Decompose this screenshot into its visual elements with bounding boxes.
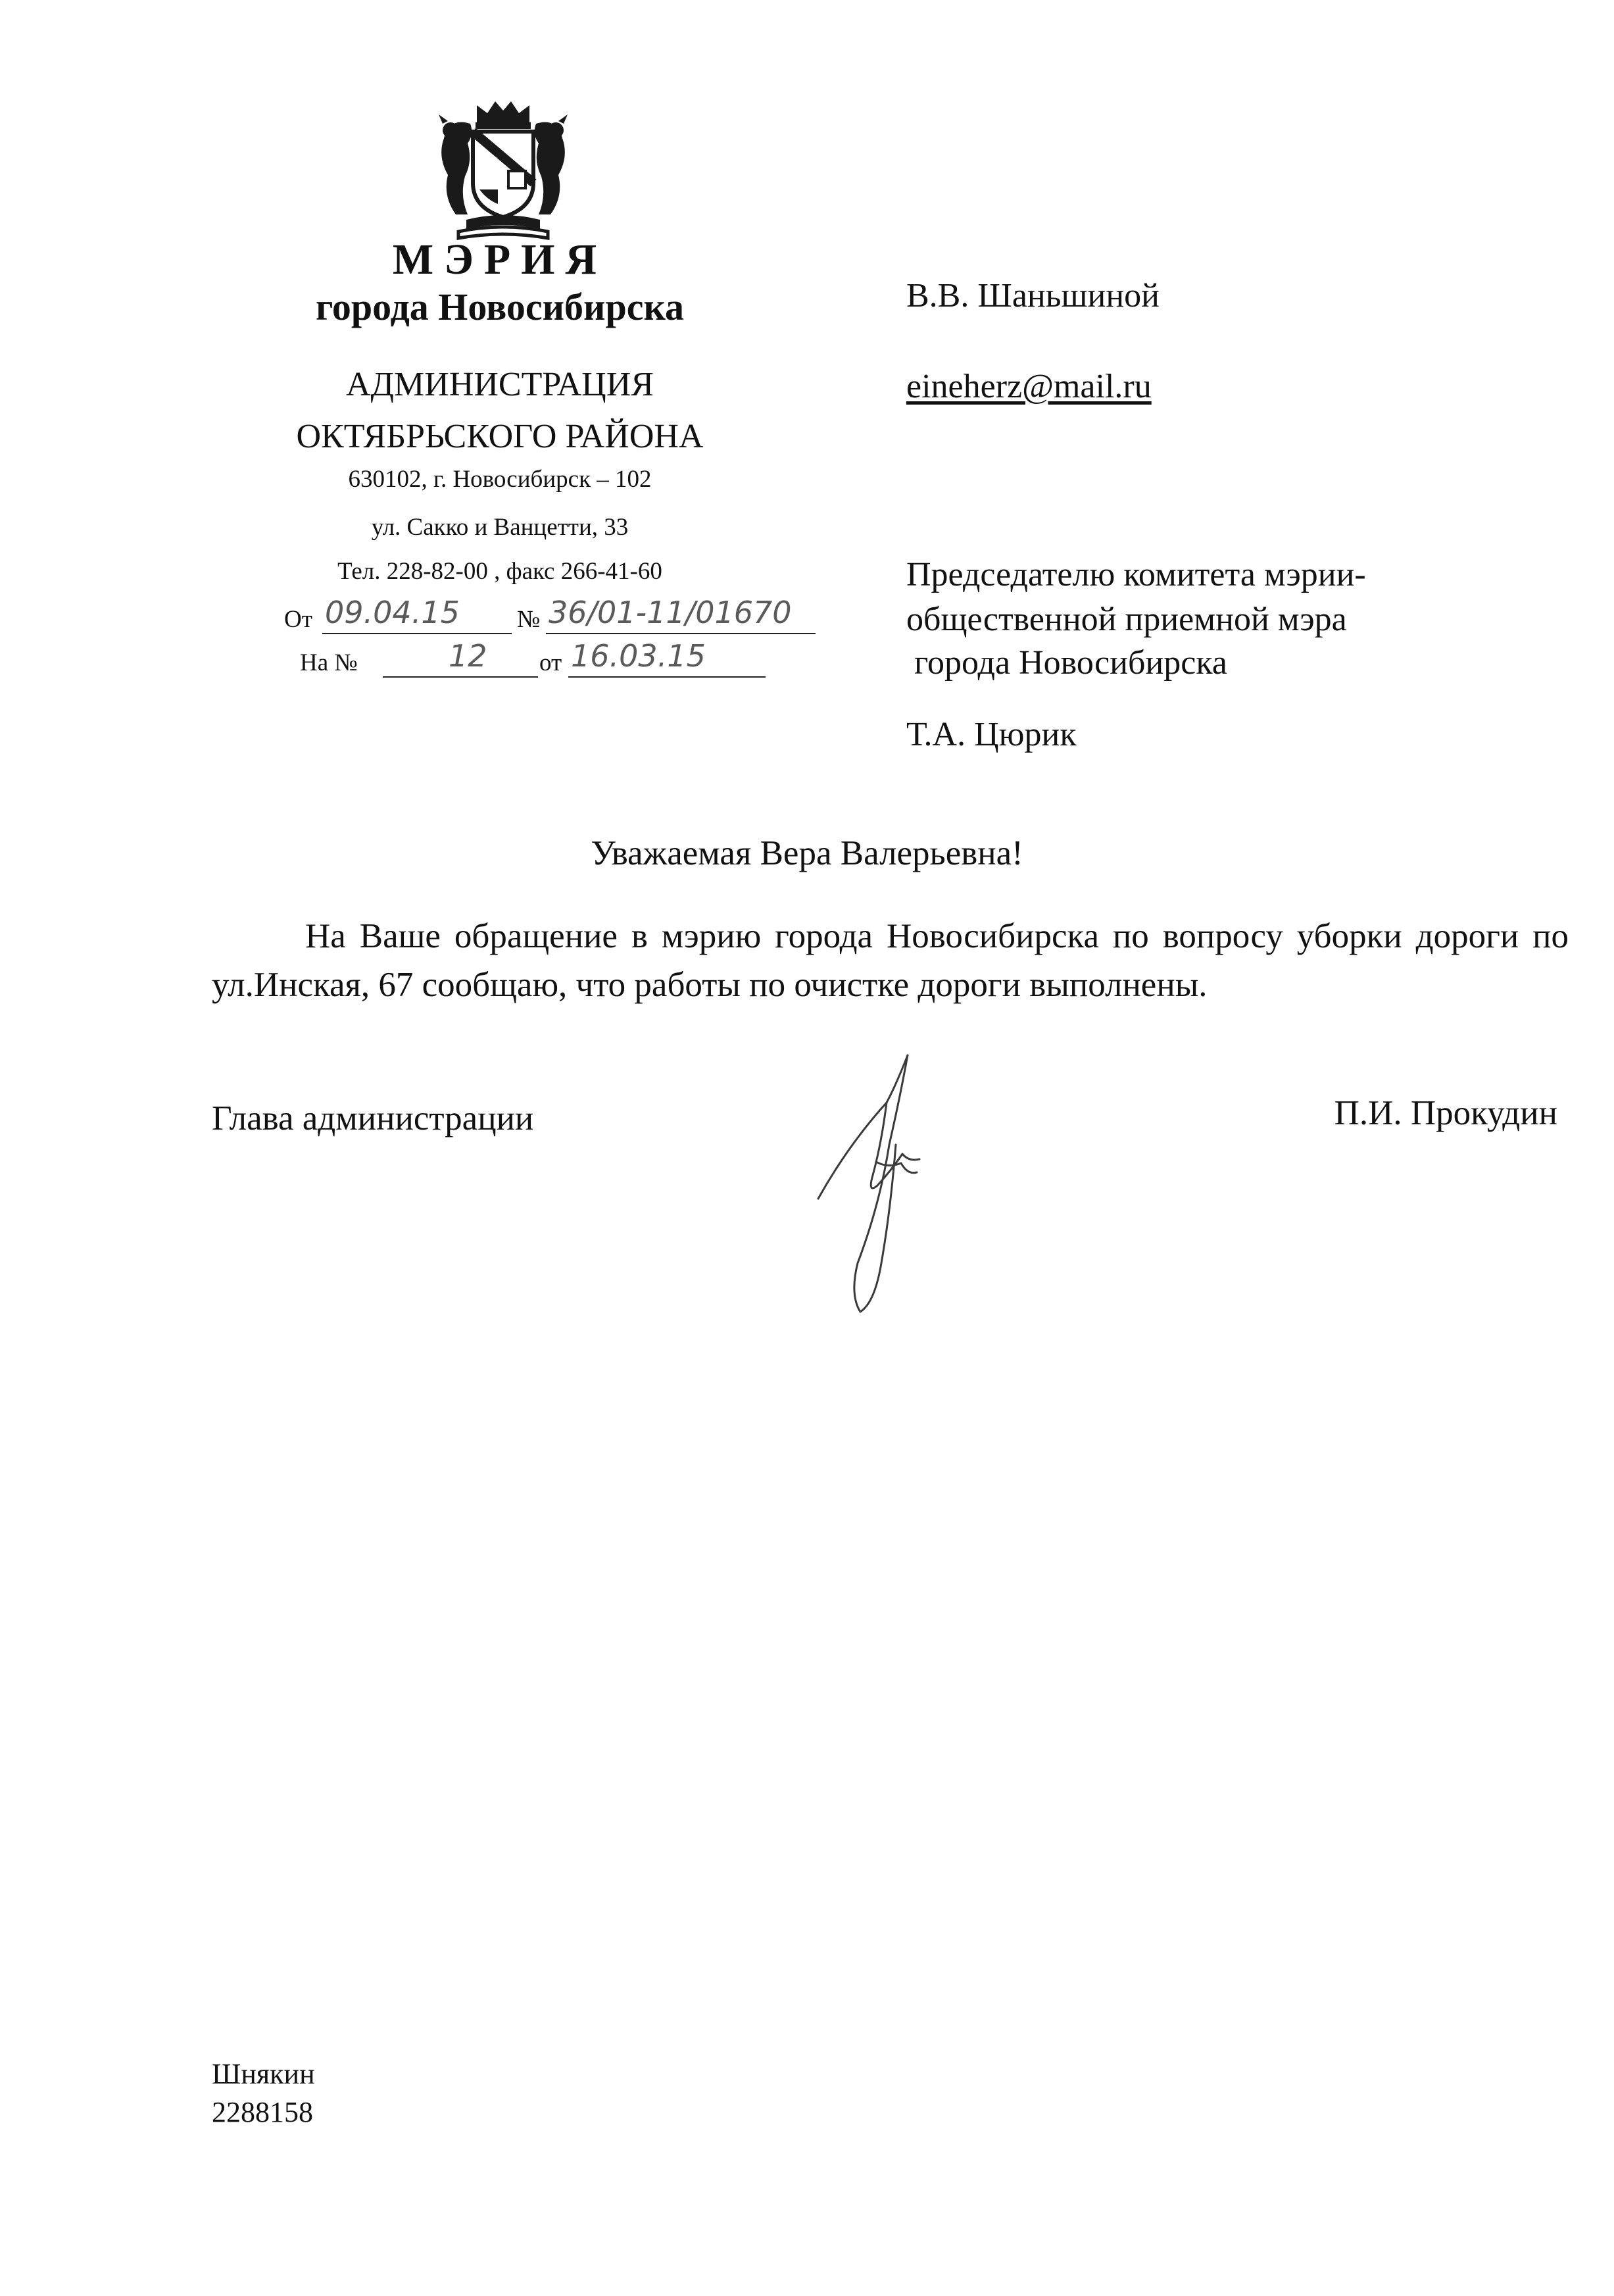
letterhead-admin-line1: АДМИНИСТРАЦИЯ <box>346 366 654 403</box>
letter-body: На Ваше обращение в мэрию города Новосибирска по вопросу уборки дороги по ул.Инская, 67 сообщаю, что работы по очистке дороги выполнены. <box>212 917 1569 1004</box>
reg-ref-label: На № <box>300 649 358 676</box>
handwritten-signature-icon <box>809 1046 967 1322</box>
letterhead-address-line2: ул. Сакко и Ванцетти, 33 <box>371 514 629 541</box>
reg-from-date: 09.04.15 <box>325 595 460 630</box>
reg-ref-date-label: от <box>539 649 562 676</box>
reg-from-label: От <box>284 606 312 633</box>
letterhead-address-line1: 630102, г. Новосибирск – 102 <box>348 466 652 493</box>
signature-position: Глава администрации <box>212 1099 534 1137</box>
letter-salutation: Уважаемая Вера Валерьевна! <box>591 834 1023 872</box>
executor-phone: 2288158 <box>212 2096 313 2128</box>
city-coat-of-arms-icon <box>424 97 582 245</box>
reg-ref-date: 16.03.15 <box>571 638 706 674</box>
reg-number-label: № <box>517 606 541 633</box>
letterhead-meriya: МЭРИЯ <box>392 236 608 284</box>
letterhead-phone-line: Тел. 228-82-00 , факс 266-41-60 <box>337 558 662 585</box>
recipient-second-line3: города Новосибирска <box>914 644 1227 682</box>
reg-ref-date-underline <box>568 676 766 678</box>
reg-number-underline <box>546 633 816 634</box>
reg-ref-underline <box>383 676 538 678</box>
recipient-second-line1: Председателю комитета мэрии- <box>906 556 1366 593</box>
letterhead-admin-line2: ОКТЯБРЬСКОГО РАЙОНА <box>296 418 704 455</box>
recipient-first-name: В.В. Шаньшиной <box>906 277 1160 314</box>
recipient-second-line2: общественной приемной мэра <box>906 601 1347 638</box>
signature-name: П.И. Прокудин <box>1334 1094 1557 1132</box>
recipient-email-link[interactable]: eineherz@mail.ru <box>906 368 1152 405</box>
recipient-second-name: Т.А. Цюрик <box>906 716 1077 753</box>
reg-number: 36/01-11/01670 <box>549 595 792 630</box>
reg-ref-number: 12 <box>449 638 487 674</box>
executor-name: Шнякин <box>212 2058 315 2090</box>
letterhead-city: города Новосибирска <box>315 286 685 328</box>
reg-from-underline <box>322 633 512 634</box>
